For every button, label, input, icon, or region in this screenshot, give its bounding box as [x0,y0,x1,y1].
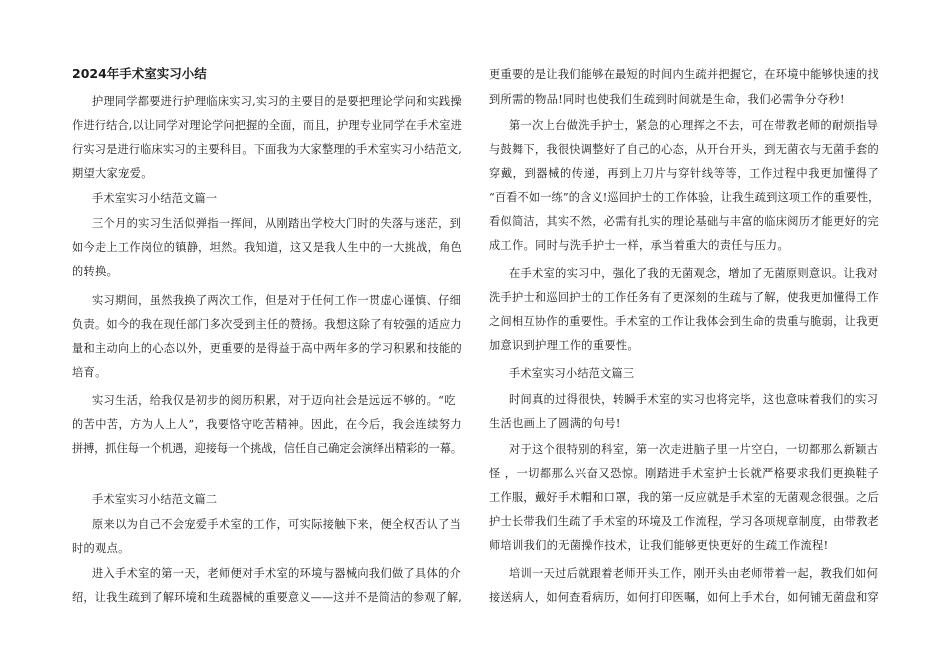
paragraph-line: 工作服，戴好手术帽和口罩，我的第一反应就是手术室的无菌观念很强。之后 [489,491,879,504]
paragraph-line: 绍，让我生疏到了解环境和生疏器械的重要意义——这并不是简洁的参观了解, [72,591,462,604]
paragraph-line: 实习期间，虽然我换了两次工作，但是对于任何工作一贯虚心谨慎、仔细 [92,294,462,307]
paragraph-line: 时间真的过得很快，转瞬手术室的实习也将完毕，这也意味着我们的实习 [509,393,879,406]
paragraph-line: 生活也画上了圆满的句号! [489,417,621,430]
paragraph-line: 期望大家宠爱。 [72,167,153,180]
paragraph-line: “百看不如一练”的含义!巡回护士的工作体验，让我生疏到这项工作的重要性， [489,191,880,204]
paragraph-line: 原来以为自己不会宠爱手术室的工作，可实际接触下来，便全权否认了当 [92,518,462,531]
paragraph-line: 与鼓舞下，我很快调整好了自己的心态，从开台开头，到无菌衣与无菌手套的 [489,143,879,156]
paragraph-line: 洗手护士和巡回护士的工作任务有了更深刻的生疏与了解，使我更加懂得工作 [489,291,879,304]
paragraph-line: 行实习是进行临床实习的主要科目。下面我为大家整理的手术室实习小结范文, [72,143,462,156]
paragraph-line: 作进行结合,以让同学对理论学问把握的全面，而且，护理专业同学在手术室进 [72,119,462,132]
paragraph-line: 对于这个很特别的科室，第一次走进脑子里一片空白，一切都那么新颖古 [509,443,879,456]
paragraph-line: 之间相互协作的重要性。手术室的工作让我体会到生命的贵重与脆弱，让我更 [489,315,879,328]
paragraph-line: 三个月的实习生活似弹指一挥间，从刚踏出学校大门时的失落与迷茫，到 [92,217,462,230]
document-title: 2024年手术室实习小结 [72,66,207,81]
paragraph-line: 如今走上工作岗位的镇静，坦然。我知道，这又是我人生中的一大挑战，角色 [72,241,462,254]
paragraph-line: 看似简洁，其实不然，必需有扎实的理论基础与丰富的临床阅历才能更好的完 [489,215,879,228]
paragraph-line: 到所需的物品!同时也使我们生疏到时间就是生命，我们必需争分夺秒! [489,93,845,106]
section-heading-3: 手术室实习小结范文篇三 [509,367,635,380]
paragraph-line: 的转换。 [72,265,119,278]
paragraph-line: 负责。如今的我在现任部门多次受到主任的赞扬。我想这除了有较强的适应力 [72,318,462,331]
paragraph-line: 穿戴，到器械的传递，再到上刀片与穿针线等等，工作过程中我更加懂得了 [489,167,879,180]
section-heading-1: 手术室实习小结范文篇一 [92,192,218,205]
paragraph-line: 怪 ，一切都那么兴奋又恐惊。刚踏进手术室护士长就严格要求我们更换鞋子 [489,467,879,480]
paragraph-line: 进入手术室的第一天，老师便对手术室的环境与器械向我们做了具体的介 [92,567,462,580]
paragraph-line: 加意识到护理工作的重要性。 [489,339,639,352]
section-heading-2: 手术室实习小结范文篇二 [92,493,218,506]
paragraph-line: 护士长带我们生疏了手术室的环境及工作流程，学习各项规章制度，由带教老 [489,515,879,528]
paragraph-line: 在手术室的实习中，强化了我的无菌观念，增加了无菌原则意识。让我对 [509,267,879,280]
paragraph-line: 的苦中苦，方为人上人”，我要恪守吃苦精神。因此，在今后，我会连续努力 [72,418,462,431]
paragraph-line: 护理同学都要进行护理临床实习,实习的主要目的是要把理论学问和实践操 [92,95,462,108]
paragraph-line: 时的观点。 [72,542,130,555]
paragraph-line: 拼搏，抓住每一个机遇，迎接每一个挑战，信任自己确定会演绎出精彩的一幕。 [72,442,462,455]
paragraph-line: 量和主动向上的心态以外，更重要的是得益于高中两年多的学习积累和技能的 [72,342,462,355]
paragraph-line: 培育。 [72,366,107,379]
paragraph-line: 成工作。同时与洗手护士一样，承当着重大的责任与压力。 [489,239,789,252]
paragraph-line: 实习生活，给我仅是初步的阅历积累，对于迈向社会是远远不够的。“吃 [92,394,456,407]
paragraph-line: 培训一天过后就跟着老师开头工作，刚开头由老师带着一起，教我们如何 [509,567,879,580]
paragraph-line: 接送病人，如何查看病历，如何打印医嘱，如何上手术台，如何铺无菌盘和穿 [489,591,879,604]
paragraph-line: 第一次上台做洗手护士，紧急的心理挥之不去，可在带教老师的耐烦指导 [509,119,879,132]
paragraph-line: 更重要的是让我们能够在最短的时间内生疏并把握它，在环境中能够快速的找 [489,68,879,81]
paragraph-line: 师培训我们的无菌操作技术，让我们能够更快更好的生疏工作流程! [489,539,829,552]
